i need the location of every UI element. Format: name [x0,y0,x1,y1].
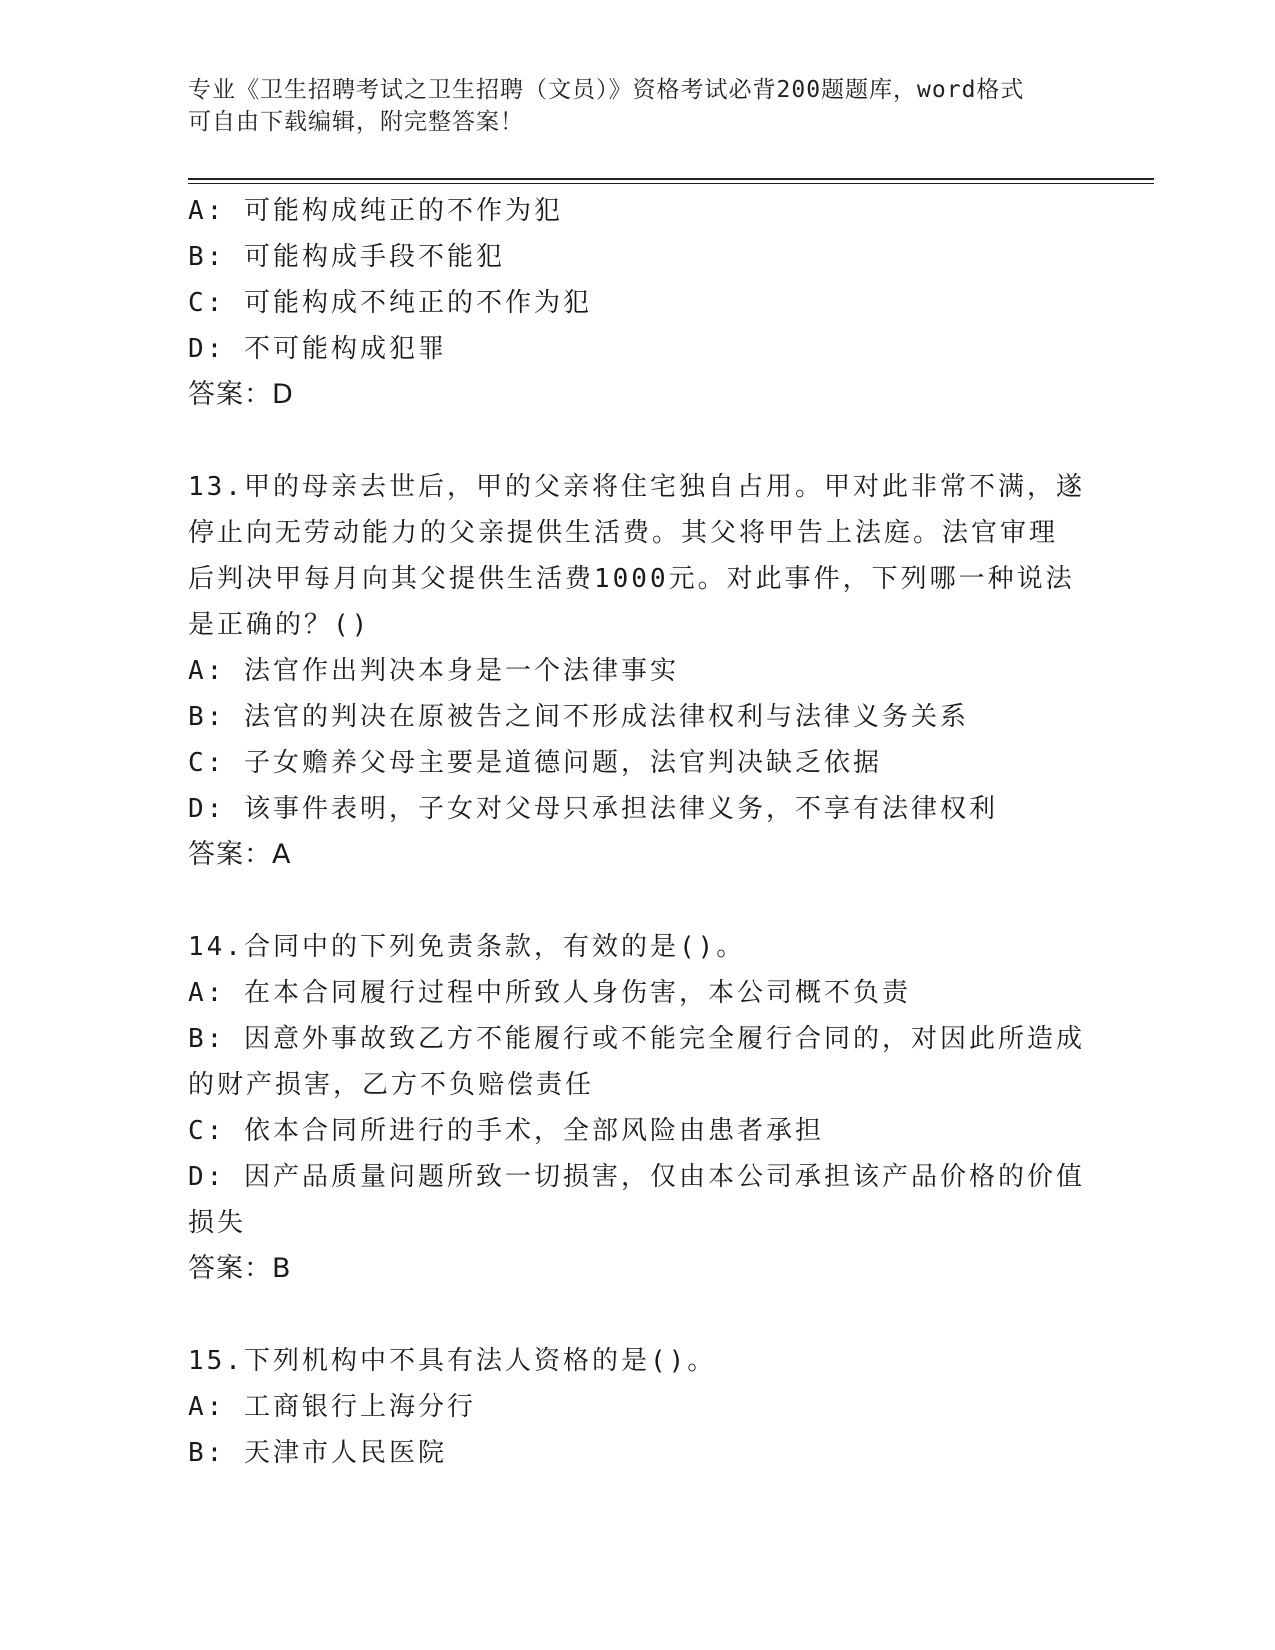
option-c: C: 依本合同所进行的手术，全部风险由患者承担 [188,1116,824,1146]
question-stem-line: 是正确的？() [188,610,371,640]
spacer [188,878,1088,924]
option-d: D: 该事件表明，子女对父母只承担法律义务，不享有法律权利 [188,794,998,824]
answer: 答案：A [188,839,292,870]
question-stem-line: 停止向无劳动能力的父亲提供生活费。其父将甲告上法庭。法官审理 [188,518,1059,548]
question-stem-line: 13.甲的母亲去世后，甲的父亲将住宅独自占用。甲对此非常不满，遂 [188,472,1085,502]
question-list [188,188,1088,1476]
option-c: C: 子女赡养父母主要是道德问题，法官判决缺乏依据 [188,748,882,778]
option-d: D: 因产品质量问题所致一切损害，仅由本公司承担该产品价格的价值 [188,1162,1085,1192]
option-b: B: 因意外事故致乙方不能履行或不能完全履行合同的，对因此所造成 [188,1024,1085,1054]
option-b: B: 天津市人民医院 [188,1438,447,1468]
page-header [188,74,1088,138]
option-a: A: 法官作出判决本身是一个法律事实 [188,656,679,686]
question-12 [188,188,1088,418]
answer: 答案：B [188,1253,292,1284]
header-line-1: 专业《卫生招聘考试之卫生招聘（文员）》资格考试必背200题题库，word格式 [188,77,1025,103]
header-rule-thin [188,183,1154,184]
option-d-continued: 损失 [188,1208,247,1238]
header-rule-thick [188,178,1154,180]
spacer [188,1292,1088,1338]
answer: 答案：D [188,379,294,410]
spacer [188,418,1088,464]
option-c: C: 可能构成不纯正的不作为犯 [188,288,592,318]
question-stem-line: 后判决甲每月向其父提供生活费1000元。对此事件，下列哪一种说法 [188,564,1075,594]
option-a: A: 可能构成纯正的不作为犯 [188,196,563,226]
option-b: B: 法官的判决在原被告之间不形成法律权利与法律义务关系 [188,702,969,732]
question-14 [188,924,1088,1292]
question-13 [188,464,1088,878]
option-b: B: 可能构成手段不能犯 [188,242,505,272]
question-15 [188,1338,1088,1476]
option-d: D: 不可能构成犯罪 [188,334,447,364]
option-a: A: 在本合同履行过程中所致人身伤害，本公司概不负责 [188,978,911,1008]
option-a: A: 工商银行上海分行 [188,1392,476,1422]
question-stem-line: 15.下列机构中不具有法人资格的是()。 [188,1346,717,1376]
option-b-continued: 的财产损害，乙方不负赔偿责任 [188,1070,595,1100]
question-stem-line: 14.合同中的下列免责条款，有效的是()。 [188,932,746,962]
header-line-2: 可自由下载编辑，附完整答案！ [188,109,524,135]
